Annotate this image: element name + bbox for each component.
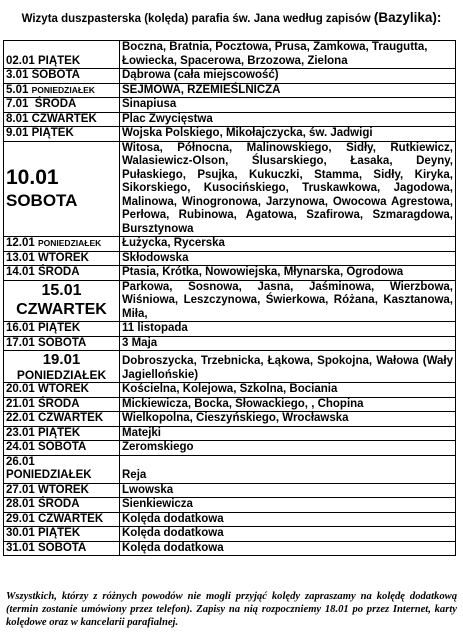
date-cell: 3.01 SOBOTA: [4, 69, 120, 84]
streets-cell: 3 Maja: [120, 336, 456, 351]
table-row: [4, 383, 456, 398]
date-cell: 23.01 PIĄTEK: [4, 426, 120, 441]
table-row: [4, 336, 456, 351]
table-row: [4, 266, 456, 281]
table-row: [4, 441, 456, 456]
streets-cell: Kościelna, Kolejowa, Szkolna, Bociania: [120, 383, 456, 398]
date-cell: 5.01 PONIEDZIAŁEK: [4, 83, 120, 98]
streets-cell: Reja: [120, 455, 456, 483]
streets-cell: Mickiewicza, Bocka, Słowackiego, , Chopina: [120, 397, 456, 412]
table-row: [4, 483, 456, 498]
table-row: [4, 41, 456, 69]
streets-cell: Dobroszycka, Trzebnicka, Łąkowa, Spokojna, Wałowa (Wały Jagiellońskie): [120, 351, 456, 383]
date-cell: 14.01 ŚRODA: [4, 266, 120, 281]
table-row: [4, 455, 456, 483]
title-suffix: (Bazylika):: [373, 10, 442, 25]
date-cell: 26.01 PONIEDZIAŁEK: [4, 455, 120, 483]
streets-cell: 11 listopada: [120, 322, 456, 337]
table-row: [4, 426, 456, 441]
streets-cell: Plac Zwycięstwa: [120, 112, 456, 127]
streets-cell: Łużycka, Rycerska: [120, 237, 456, 252]
streets-cell: SEJMOWA, RZEMIEŚLNICZA: [120, 83, 456, 98]
streets-cell: Boczna, Bratnia, Pocztowa, Prusa, Zamkowa, Traugutta, Łowiecka, Spacerowa, Brzozowa, Zielona: [120, 41, 456, 69]
date-cell: 7.01 ŚRODA: [4, 98, 120, 113]
date-cell: 19.01 PONIEDZIAŁEK: [4, 351, 120, 383]
table-row: [4, 498, 456, 513]
streets-cell: Matejki: [120, 426, 456, 441]
date-cell: 8.01 CZWARTEK: [4, 112, 120, 127]
streets-cell: Kolęda dodatkowa: [120, 541, 456, 556]
date-cell: 16.01 PIĄTEK: [4, 322, 120, 337]
date-cell: 15.01 CZWARTEK: [4, 280, 120, 322]
date-cell: 29.01 CZWARTEK: [4, 512, 120, 527]
date-cell: 28.01 ŚRODA: [4, 498, 120, 513]
streets-cell: Zeromskiego: [120, 441, 456, 456]
streets-cell: Skłodowska: [120, 251, 456, 266]
date-cell: 21.01 ŚRODA: [4, 397, 120, 412]
streets-cell: Sinapiusa: [120, 98, 456, 113]
streets-cell: Kolęda dodatkowa: [120, 527, 456, 542]
date-cell: 20.01 WTOREK: [4, 383, 120, 398]
streets-cell: Wojska Polskiego, Mikołajczycka, św. Jadwigi: [120, 127, 456, 142]
date-cell: 27.01 WTOREK: [4, 483, 120, 498]
date-cell: 22.01 CZWARTEK: [4, 412, 120, 427]
table-row: [4, 322, 456, 337]
date-cell: 24.01 SOBOTA: [4, 441, 120, 456]
table-row: [4, 351, 456, 383]
date-cell: 02.01 PIĄTEK: [4, 41, 120, 69]
date-cell: 13.01 WTOREK: [4, 251, 120, 266]
streets-cell: Ptasia, Krótka, Nowowiejska, Młynarska, Ogrodowa: [120, 266, 456, 281]
table-row: [4, 541, 456, 556]
date-cell: 31.01 SOBOTA: [4, 541, 120, 556]
table-row: [4, 98, 456, 113]
title-main: Wizyta duszpasterska (kolęda) parafia św. Jana według zapisów: [21, 13, 371, 25]
streets-cell: Wielkopolna, Cieszyńskiego, Wrocławska: [120, 412, 456, 427]
table-row: [4, 127, 456, 142]
streets-cell: Dąbrowa (cała miejscowość): [120, 69, 456, 84]
table-row: [4, 412, 456, 427]
streets-cell: Parkowa, Sosnowa, Jasna, Jaśminowa, Wierzbowa, Wiśniowa, Leszczynowa, Świerkowa, Różana, Kasztanowa, Miła,: [120, 280, 456, 322]
schedule-table: [3, 40, 456, 556]
table-row: [4, 69, 456, 84]
streets-cell: Sienkiewicza: [120, 498, 456, 513]
date-cell: 12.01 PONIEDZIAŁEK: [4, 237, 120, 252]
streets-cell: Witosa, Północna, Malinowskiego, Sidły, Rutkiewicz, Walasiewicz-Olson, Ślusarskiego, Łasaka, Deyny, Pułaskiego, Psujka, Kukuczki, Stamma, Sidły, Kiryka, Sikorskiego, Kusocińskiego, Truskawkowa, Jagodowa, Malinowa, Winogronowa, Jarzynowa, Owocowa Agrestowa, Perłowa, Rubinowa, Agatowa, Szafirowa, Szmaragdowa, Bursztynowa: [120, 141, 456, 237]
streets-cell: Kolęda dodatkowa: [120, 512, 456, 527]
table-row: [4, 512, 456, 527]
footer-note: Wszystkich, którzy z różnych powodów nie mogli przyjąć kolędy zapraszamy na kolędę dodatkową (termin zostanie umówiony przez telefon). Zapisy na nią rozpoczniemy 18.01 po przez Internet, karty kolędowe oraz w kancelarii parafialnej.: [6, 591, 457, 628]
table-row: [4, 112, 456, 127]
table-row: [4, 237, 456, 252]
page-title: [0, 10, 463, 25]
date-cell: 17.01 SOBOTA: [4, 336, 120, 351]
table-row: [4, 527, 456, 542]
table-row: [4, 280, 456, 322]
table-row: [4, 83, 456, 98]
streets-cell: Lwowska: [120, 483, 456, 498]
table-row: [4, 397, 456, 412]
table-row: [4, 141, 456, 237]
table-row: [4, 251, 456, 266]
date-cell: 9.01 PIĄTEK: [4, 127, 120, 142]
date-cell: 30.01 PIĄTEK: [4, 527, 120, 542]
date-cell: 10.01 SOBOTA: [4, 141, 120, 237]
